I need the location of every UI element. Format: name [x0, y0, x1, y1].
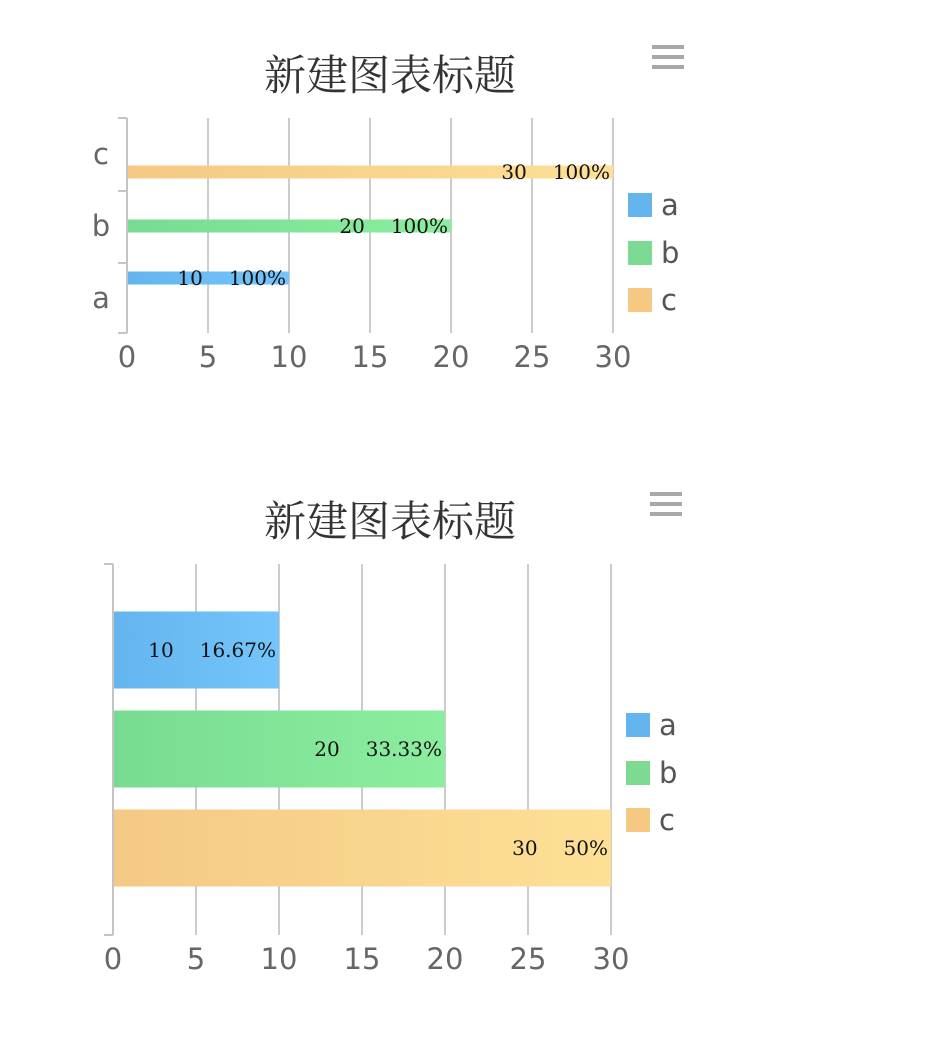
- x-tick-label: 30: [592, 942, 630, 976]
- data-label-percent: 16.67%: [199, 638, 276, 662]
- legend-swatch: [628, 288, 652, 312]
- legend-swatch: [628, 193, 652, 217]
- legend-item-c[interactable]: [626, 803, 675, 837]
- legend-label: c: [661, 283, 677, 317]
- x-tick-label: 10: [270, 340, 308, 374]
- legend-item-a[interactable]: [628, 188, 679, 222]
- data-label-value: 10: [148, 638, 174, 662]
- x-tick-label: 20: [432, 340, 470, 374]
- data-label-percent: 50%: [563, 836, 608, 860]
- data-label-value: 20: [314, 737, 340, 761]
- bar-c[interactable]: [128, 166, 613, 179]
- data-label-percent: 100%: [552, 160, 610, 184]
- legend-swatch: [626, 713, 650, 737]
- x-tick-label: 25: [509, 942, 547, 976]
- x-tick-label: 15: [343, 942, 381, 976]
- y-category-label: b: [91, 209, 111, 243]
- legend-item-b[interactable]: [628, 236, 679, 270]
- data-label-value: 20: [339, 214, 365, 238]
- legend-label: a: [659, 708, 677, 742]
- data-label-percent: 100%: [228, 266, 286, 290]
- data-label-percent: 100%: [390, 214, 448, 238]
- legend-swatch: [626, 761, 650, 785]
- chart-title: 新建图表标题: [263, 51, 517, 100]
- chart-title: 新建图表标题: [263, 497, 517, 546]
- legend-label: b: [661, 236, 680, 270]
- x-tick-label: 0: [117, 340, 137, 374]
- legend-item-a[interactable]: [626, 708, 677, 742]
- legend-label: b: [659, 756, 678, 790]
- legend-label: a: [661, 188, 679, 222]
- legend-item-c[interactable]: [628, 283, 677, 317]
- chart-1: [92, 47, 684, 374]
- data-label-value: 10: [177, 266, 203, 290]
- y-category-label: a: [92, 281, 110, 315]
- menu-icon[interactable]: [650, 494, 682, 514]
- legend-swatch: [626, 808, 650, 832]
- menu-icon[interactable]: [652, 47, 684, 67]
- legend-label: c: [659, 803, 675, 837]
- legend-swatch: [628, 241, 652, 265]
- y-category-label: c: [93, 137, 109, 171]
- x-tick-label: 5: [198, 340, 218, 374]
- legend-item-b[interactable]: [626, 756, 677, 790]
- x-tick-label: 25: [513, 340, 551, 374]
- x-tick-label: 10: [260, 942, 298, 976]
- x-tick-label: 30: [594, 340, 632, 374]
- chart-2: [104, 494, 682, 976]
- data-label-value: 30: [512, 836, 538, 860]
- x-tick-label: 5: [186, 942, 206, 976]
- x-tick-label: 15: [351, 340, 389, 374]
- x-tick-label: 20: [426, 942, 464, 976]
- x-tick-label: 0: [103, 942, 123, 976]
- data-label-percent: 33.33%: [365, 737, 442, 761]
- data-label-value: 30: [501, 160, 527, 184]
